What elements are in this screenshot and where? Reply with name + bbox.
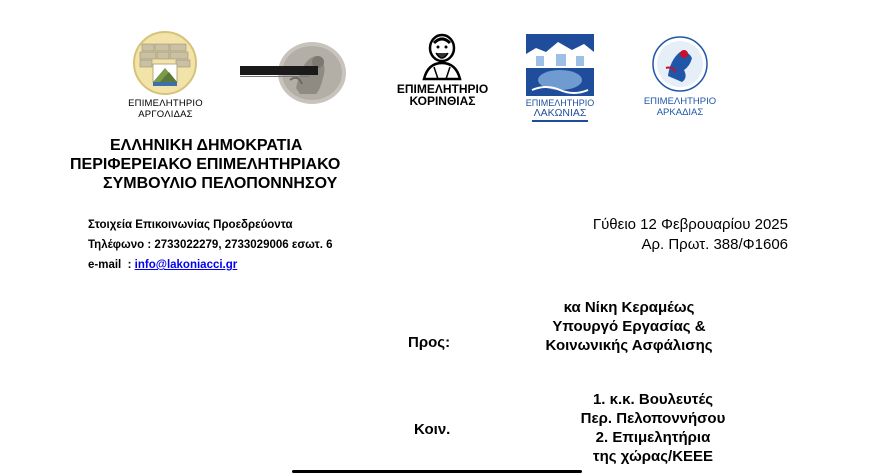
to-label: Προς: [408, 334, 451, 351]
logo-caption-line: ΕΠΙΜΕΛΗΤΗΡΙΟ [643, 96, 717, 107]
heading-line-3: ΣΥΜΒΟΥΛΙΟ ΠΕΛΟΠΟΝΝΗΣΟΥ [103, 175, 338, 192]
logo-caption-line: ΛΑΚΩΝΙΑΣ [533, 107, 587, 119]
lakonia-logo [522, 34, 598, 126]
logo-caption-line: ΚΟΡΙΝΘΙΑΣ [409, 94, 476, 108]
to-line: Υπουργό Εργασίας & [552, 318, 706, 335]
contact-email-link[interactable]: info@lakoniacci.gr [134, 259, 238, 271]
logo-caption-line: ΕΠΙΜΕΛΗΤΗΡΙΟ [525, 98, 595, 108]
heading-line-2: ΠΕΡΙΦΕΡΕΙΑΚΟ ΕΠΙΜΕΛΗΤΗΡΙΑΚΟ [70, 156, 341, 173]
to-line: κα Νίκη Κεραμέως [563, 299, 695, 316]
messinia-label-strip [240, 66, 318, 75]
cc-line: της χώρας/ΚΕΕΕ [592, 448, 714, 465]
contact-email-row [88, 255, 448, 275]
korinthia-bust-icon [414, 33, 470, 81]
arkadia-coin-icon [652, 36, 708, 92]
argolida-emblem-icon [132, 30, 198, 96]
cc-line: Περ. Πελοποννήσου [580, 410, 726, 427]
argolida-logo [118, 30, 213, 120]
logo-caption-line: ΑΡΓΟΛΙΔΑΣ [138, 109, 193, 120]
contact-phone: Τηλέφωνο : 2733022279, 2733029006 εσωτ. 6 [88, 239, 333, 251]
cc-line: 1. κ.κ. Βουλευτές [592, 391, 714, 408]
document-meta [520, 216, 788, 254]
lakonia-emblem-icon [526, 34, 594, 96]
to-recipient [522, 298, 736, 355]
organization-heading [70, 136, 390, 193]
messinia-label-underline [240, 76, 310, 77]
cc-label: Κοιν. [414, 421, 451, 438]
cc-recipient [548, 390, 758, 466]
messinia-logo [240, 40, 355, 110]
contact-email-label: e-mail : [88, 259, 135, 271]
bottom-rule [292, 470, 582, 473]
protocol-number: Αρ. Πρωτ. 388/Φ1606 [641, 236, 788, 253]
logo-caption-line: ΕΠΙΜΕΛΗΤΗΡΙΟ [128, 98, 203, 109]
contact-title: Στοιχεία Επικοινωνίας Προεδρεύοντα [88, 219, 293, 231]
korinthia-logo [390, 33, 495, 113]
arkadia-logo [634, 36, 726, 122]
contact-block [88, 215, 448, 275]
to-line: Κοινωνικής Ασφάλισης [545, 337, 713, 354]
lakonia-subline [532, 120, 588, 122]
logo-caption-line: ΕΠΙΜΕΛΗΤΗΡΙΟ [396, 82, 489, 96]
logo-caption-line: ΑΡΚΑΔΙΑΣ [656, 107, 704, 118]
heading-line-1: ΕΛΛΗΝΙΚΗ ΔΗΜΟΚΡΑΤΙΑ [110, 137, 303, 154]
place-date: Γύθειο 12 Φεβρουαρίου 2025 [592, 216, 788, 233]
cc-line: 2. Επιμελητήρια [595, 429, 711, 446]
